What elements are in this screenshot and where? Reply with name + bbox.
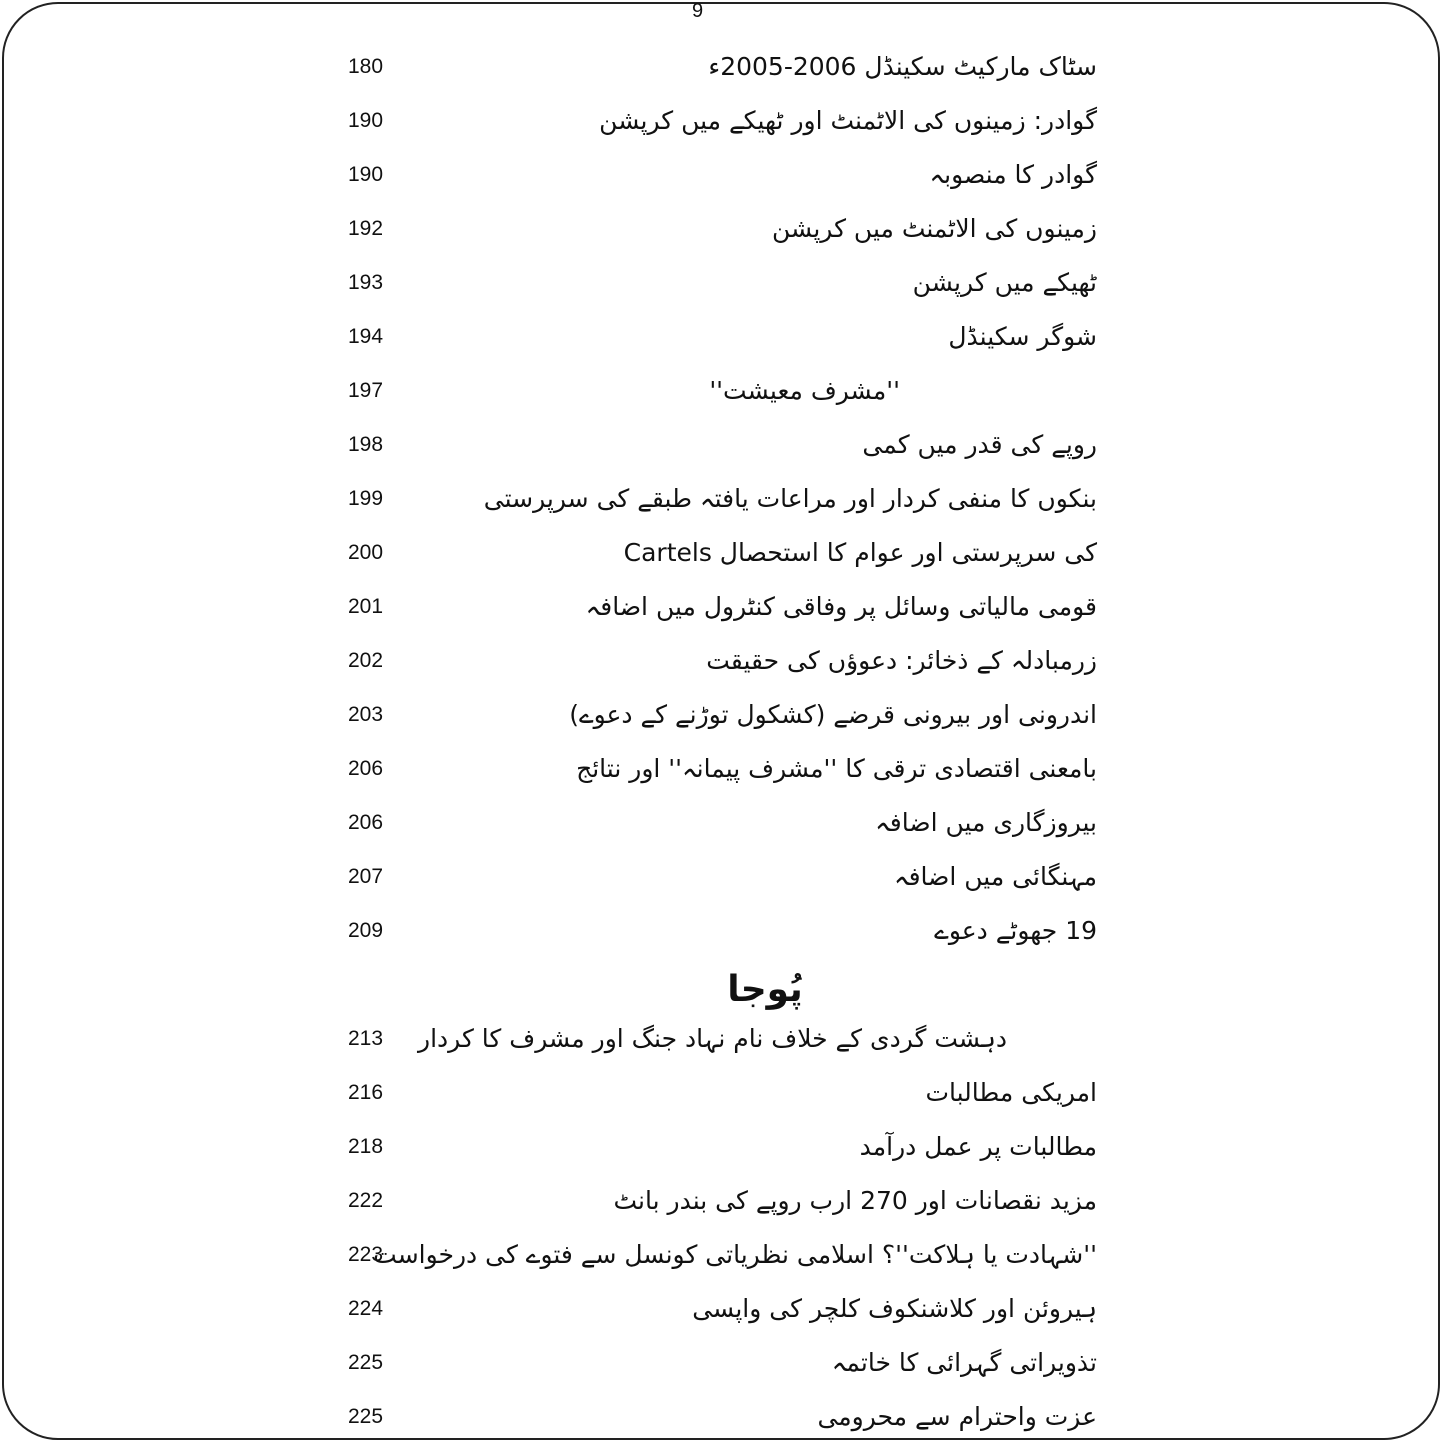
- toc-entry-title: ''شہادت یا ہلاکت''؟ اسلامی نظریاتی کونسل سے فتوے کی درخواست: [373, 1240, 1097, 1269]
- toc-entry-page: 190: [348, 163, 384, 186]
- toc-entry-page: 201: [348, 595, 384, 618]
- toc-entry-title: بیروزگاری میں اضافہ: [875, 808, 1097, 837]
- toc-entry-page: 194: [348, 325, 384, 348]
- toc-entry: [0, 1343, 1445, 1383]
- toc-entry: [0, 587, 1445, 627]
- toc-entry-page: 206: [348, 757, 384, 780]
- toc-entry-title: ٹھیکے میں کرپشن: [912, 268, 1097, 297]
- toc-entry-page: 202: [348, 649, 384, 672]
- toc-entry-title: تذویراتی گہرائی کا خاتمہ: [831, 1348, 1097, 1377]
- toc-entry: [0, 857, 1445, 897]
- toc-entry-page: 199: [348, 487, 384, 510]
- toc-entry: [0, 101, 1445, 141]
- toc-entry-page: 222: [348, 1189, 384, 1212]
- toc-entry: [0, 1127, 1445, 1167]
- toc-entry: [0, 1019, 1445, 1059]
- toc-entry-title: امریکی مطالبات: [925, 1078, 1097, 1107]
- toc-entry-title: Cartels کی سرپرستی اور عوام کا استحصال: [623, 538, 1097, 567]
- toc-entry-page: 203: [348, 703, 384, 726]
- toc-entry-page: 224: [348, 1297, 384, 1320]
- toc-entry-title: مطالبات پر عمل درآمد: [859, 1132, 1097, 1161]
- toc-entry-title: گوادر کا منصوبہ: [929, 160, 1097, 189]
- toc-entry: [0, 1235, 1445, 1275]
- toc-entry-title: زمینوں کی الاٹمنٹ میں کرپشن: [771, 214, 1097, 243]
- toc-entry-page: 225: [348, 1405, 384, 1428]
- toc-entry-page: 193: [348, 271, 384, 294]
- toc-entry-title: قومی مالیاتی وسائل پر وفاقی کنٹرول میں اضافہ: [585, 592, 1097, 621]
- toc-entry-title: بامعنی اقتصادی ترقی کا ''مشرف پیمانہ'' اور نتائج: [576, 754, 1097, 783]
- toc-entry-page: 190: [348, 109, 384, 132]
- toc-entry: [0, 533, 1445, 573]
- toc-entry-title: سٹاک مارکیٹ سکینڈل 2006-2005ء: [708, 52, 1097, 81]
- toc-entry: [0, 1289, 1445, 1329]
- toc-entry: [0, 911, 1445, 951]
- toc-entry: [0, 371, 1445, 411]
- toc-entry-title: زرمبادلہ کے ذخائر: دعوؤں کی حقیقت: [706, 646, 1097, 675]
- toc-entry: [0, 1073, 1445, 1113]
- toc-entry-page: 207: [348, 865, 384, 888]
- toc-entry-page: 213: [348, 1027, 384, 1050]
- toc-entry: [0, 1181, 1445, 1221]
- toc-entry-title: دہشت گردی کے خلاف نام نہاد جنگ اور مشرف کا کردار: [418, 1024, 1007, 1053]
- toc-entry: [0, 695, 1445, 735]
- toc-entry-page: 197: [348, 379, 384, 402]
- toc-entry-title: اندرونی اور بیرونی قرضے (کشکول توڑنے کے دعوے): [569, 700, 1097, 729]
- toc-entry-page: 198: [348, 433, 384, 456]
- toc-entry: [0, 479, 1445, 519]
- toc-entry-page: 180: [348, 55, 384, 78]
- toc-entry-title: مہنگائی میں اضافہ: [893, 862, 1097, 891]
- toc-entry-title: مزید نقصانات اور 270 ارب روپے کی بندر بانٹ: [613, 1186, 1097, 1215]
- section-heading: پُوجا: [727, 969, 803, 1010]
- toc-entry-page: 209: [348, 919, 384, 942]
- toc-entry: [0, 749, 1445, 789]
- toc-entry-page: 225: [348, 1351, 384, 1374]
- toc-entry-title: 19 جھوٹے دعوے: [934, 916, 1097, 945]
- toc-entry: [0, 263, 1445, 303]
- toc-entry: [0, 209, 1445, 249]
- toc-entry-page: 223: [348, 1243, 384, 1266]
- toc-entry-page: 200: [348, 541, 384, 564]
- toc-entry: [0, 803, 1445, 843]
- toc-entry-title: شوگر سکینڈل: [948, 322, 1097, 351]
- toc-entry-page: 206: [348, 811, 384, 834]
- toc-entry-title: عزت واحترام سے محرومی: [817, 1402, 1097, 1431]
- toc-entry-title: روپے کی قدر میں کمی: [862, 430, 1097, 459]
- toc-entry-title: بنکوں کا منفی کردار اور مراعات یافتہ طبقے کی سرپرستی: [483, 484, 1097, 513]
- toc-entry: [0, 425, 1445, 465]
- toc-entry-title: ''مشرف معیشت'': [709, 376, 900, 405]
- toc-entry: [0, 1397, 1445, 1437]
- toc-entry-page: 218: [348, 1135, 384, 1158]
- toc-entry: [0, 155, 1445, 195]
- toc-entry-page: 192: [348, 217, 384, 240]
- toc-entry-title: گوادر: زمینوں کی الاٹمنٹ اور ٹھیکے میں کرپشن: [599, 106, 1097, 135]
- page-number: 9: [691, 0, 704, 22]
- toc-entry: [0, 317, 1445, 357]
- toc-entry-page: 216: [348, 1081, 384, 1104]
- toc-entry: [0, 641, 1445, 681]
- toc-entry-title: ہیروئن اور کلاشنکوف کلچر کی واپسی: [692, 1294, 1097, 1323]
- toc-entry: [0, 47, 1445, 87]
